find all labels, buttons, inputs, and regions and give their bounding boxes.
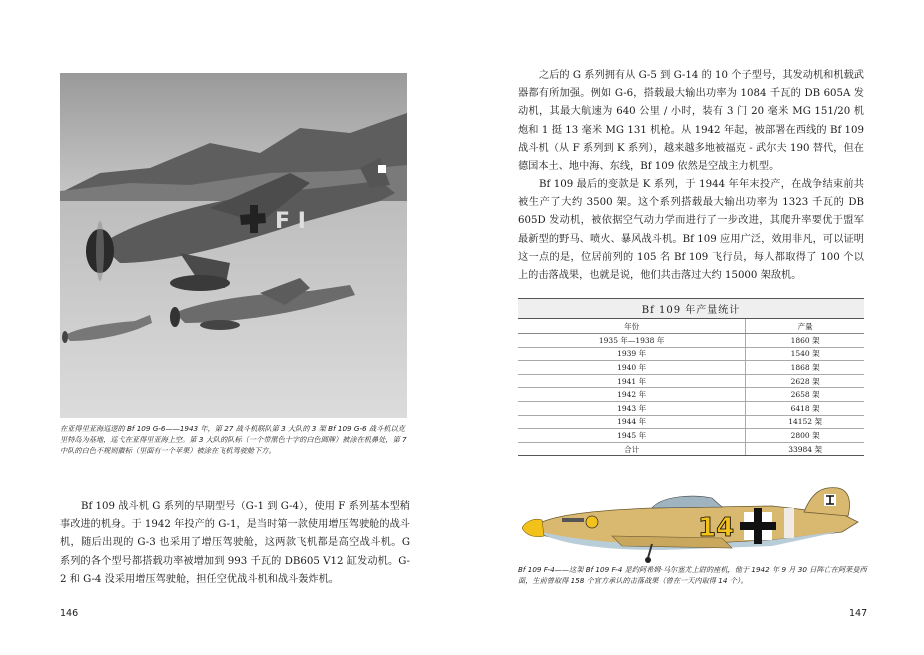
table-cell-output: 2628 架 [746, 374, 864, 388]
table-cell-year: 1944 年 [518, 415, 746, 429]
svg-text:F I: F I [275, 209, 306, 234]
page-number-right: 147 [849, 608, 868, 619]
table-cell-year: 1941 年 [518, 374, 746, 388]
right-body-paragraph-2: Bf 109 最后的变款是 K 系列，于 1944 年年末投产，在战争结束前共被生产了大约 3500 架。这个系列搭载最大输出功率为 1323 千瓦的 DB 605D 发动机，被依据空气动力学而进行了一步改进，其爬升率要优于盟军最新型的野马、喷火、暴风战斗机。Bf 109 应用广泛，效用非凡，可以证明这一点的是，位居前列的 105 名 Bf 109 飞行员，每人都取得了 100 个以上的击落战果，也就是说，他们共击落过大约 15000 架敌机。 [518, 179, 864, 282]
table-row [518, 429, 864, 443]
table-header-output: 产量 [746, 319, 864, 334]
table-row [518, 388, 864, 402]
table-cell-year: 1935 年—1938 年 [518, 334, 746, 348]
aircraft-number: 14 [698, 513, 735, 543]
table-cell-year: 1939 年 [518, 347, 746, 361]
table-cell-output: 1868 架 [746, 361, 864, 375]
aircraft-formation-photo [60, 73, 407, 418]
table-cell-output: 6418 架 [746, 401, 864, 415]
left-body-paragraph: Bf 109 战斗机 G 系列的早期型号（G-1 到 G-4），使用 F 系列基本型稍事改进的机身。于 1942 年投产的 G-1，是当时第一款使用增压驾驶舱的战斗机，随后出现的 G-3 也采用了增压驾驶舱，这两款飞机都是高空战斗机。G 系列的各个型号都搭载功率被增加到 993 千瓦的 DB605 V12 缸发动机。G-2 和 G-4 没采用增压驾驶舱，担任空优战斗机和战斗轰炸机。 [60, 501, 410, 585]
table-row [518, 401, 864, 415]
table-cell-year: 合计 [518, 442, 746, 456]
table-row [518, 374, 864, 388]
table-cell-output: 1860 架 [746, 334, 864, 348]
table-row [518, 347, 864, 361]
bf109-f4-illustration [522, 484, 868, 568]
illustration-caption: Bf 109 F-4——这架 Bf 109 F-4 是约阿希姆·马尔塞尤上尉的座机，他于 1942 年 9 月 30 日阵亡在阿莱曼西面，生前曾取得 158 个官方承认的击落战果（曾在一天内取得 14 个）。 [518, 565, 867, 585]
table-cell-output: 2658 架 [746, 388, 864, 402]
table-header-year: 年份 [518, 319, 746, 334]
table-row [518, 415, 864, 429]
table-row [518, 334, 864, 348]
table-row-total [518, 442, 864, 456]
production-table [518, 298, 864, 456]
page-number-left: 146 [60, 608, 79, 619]
table-cell-output: 1540 架 [746, 347, 864, 361]
table-cell-year: 1942 年 [518, 388, 746, 402]
table-cell-year: 1945 年 [518, 429, 746, 443]
table-cell-output: 14152 架 [746, 415, 864, 429]
table-row [518, 361, 864, 375]
photo-caption: 在亚得里亚海巡逻的 Bf 109 G-6——1943 年，第 27 战斗机联队第 3 大队的 3 架 Bf 109 G-6 战斗机以克里特岛为基地，巡弋在亚得里亚海上空。第 3 大队的队标（一个带黑色十字的白色圆牌）被涂在机鼻处，第 7 中队的白色不规则徽标（里面有一个苹果）被涂在飞机驾驶舱下方。 [60, 424, 407, 455]
table-cell-output: 33984 架 [746, 442, 864, 456]
right-body-paragraph-1: 之后的 G 系列拥有从 G-5 到 G-14 的 10 个子型号，其发动机和机载武器都有所加强。例如 G-6，搭载最大输出功率为 1084 千瓦的 DB 605A 发动机，其最大航速为 640 公里 / 小时，装有 3 门 20 毫米 MG 151/20 机炮和 1 挺 13 毫米 MG 131 机枪。从 1942 年起，被部署在西线的 Bf 109 战斗机（从 F 系列到 K 系列），越来越多地被福克 - 武尔夫 190 替代，但在德国本土、地中海、东线，Bf 109 依然是空战主力机型。 [518, 70, 864, 173]
table-cell-output: 2800 架 [746, 429, 864, 443]
table-cell-year: 1940 年 [518, 361, 746, 375]
table-title: Bf 109 年产量统计 [518, 299, 864, 319]
table-cell-year: 1943 年 [518, 401, 746, 415]
